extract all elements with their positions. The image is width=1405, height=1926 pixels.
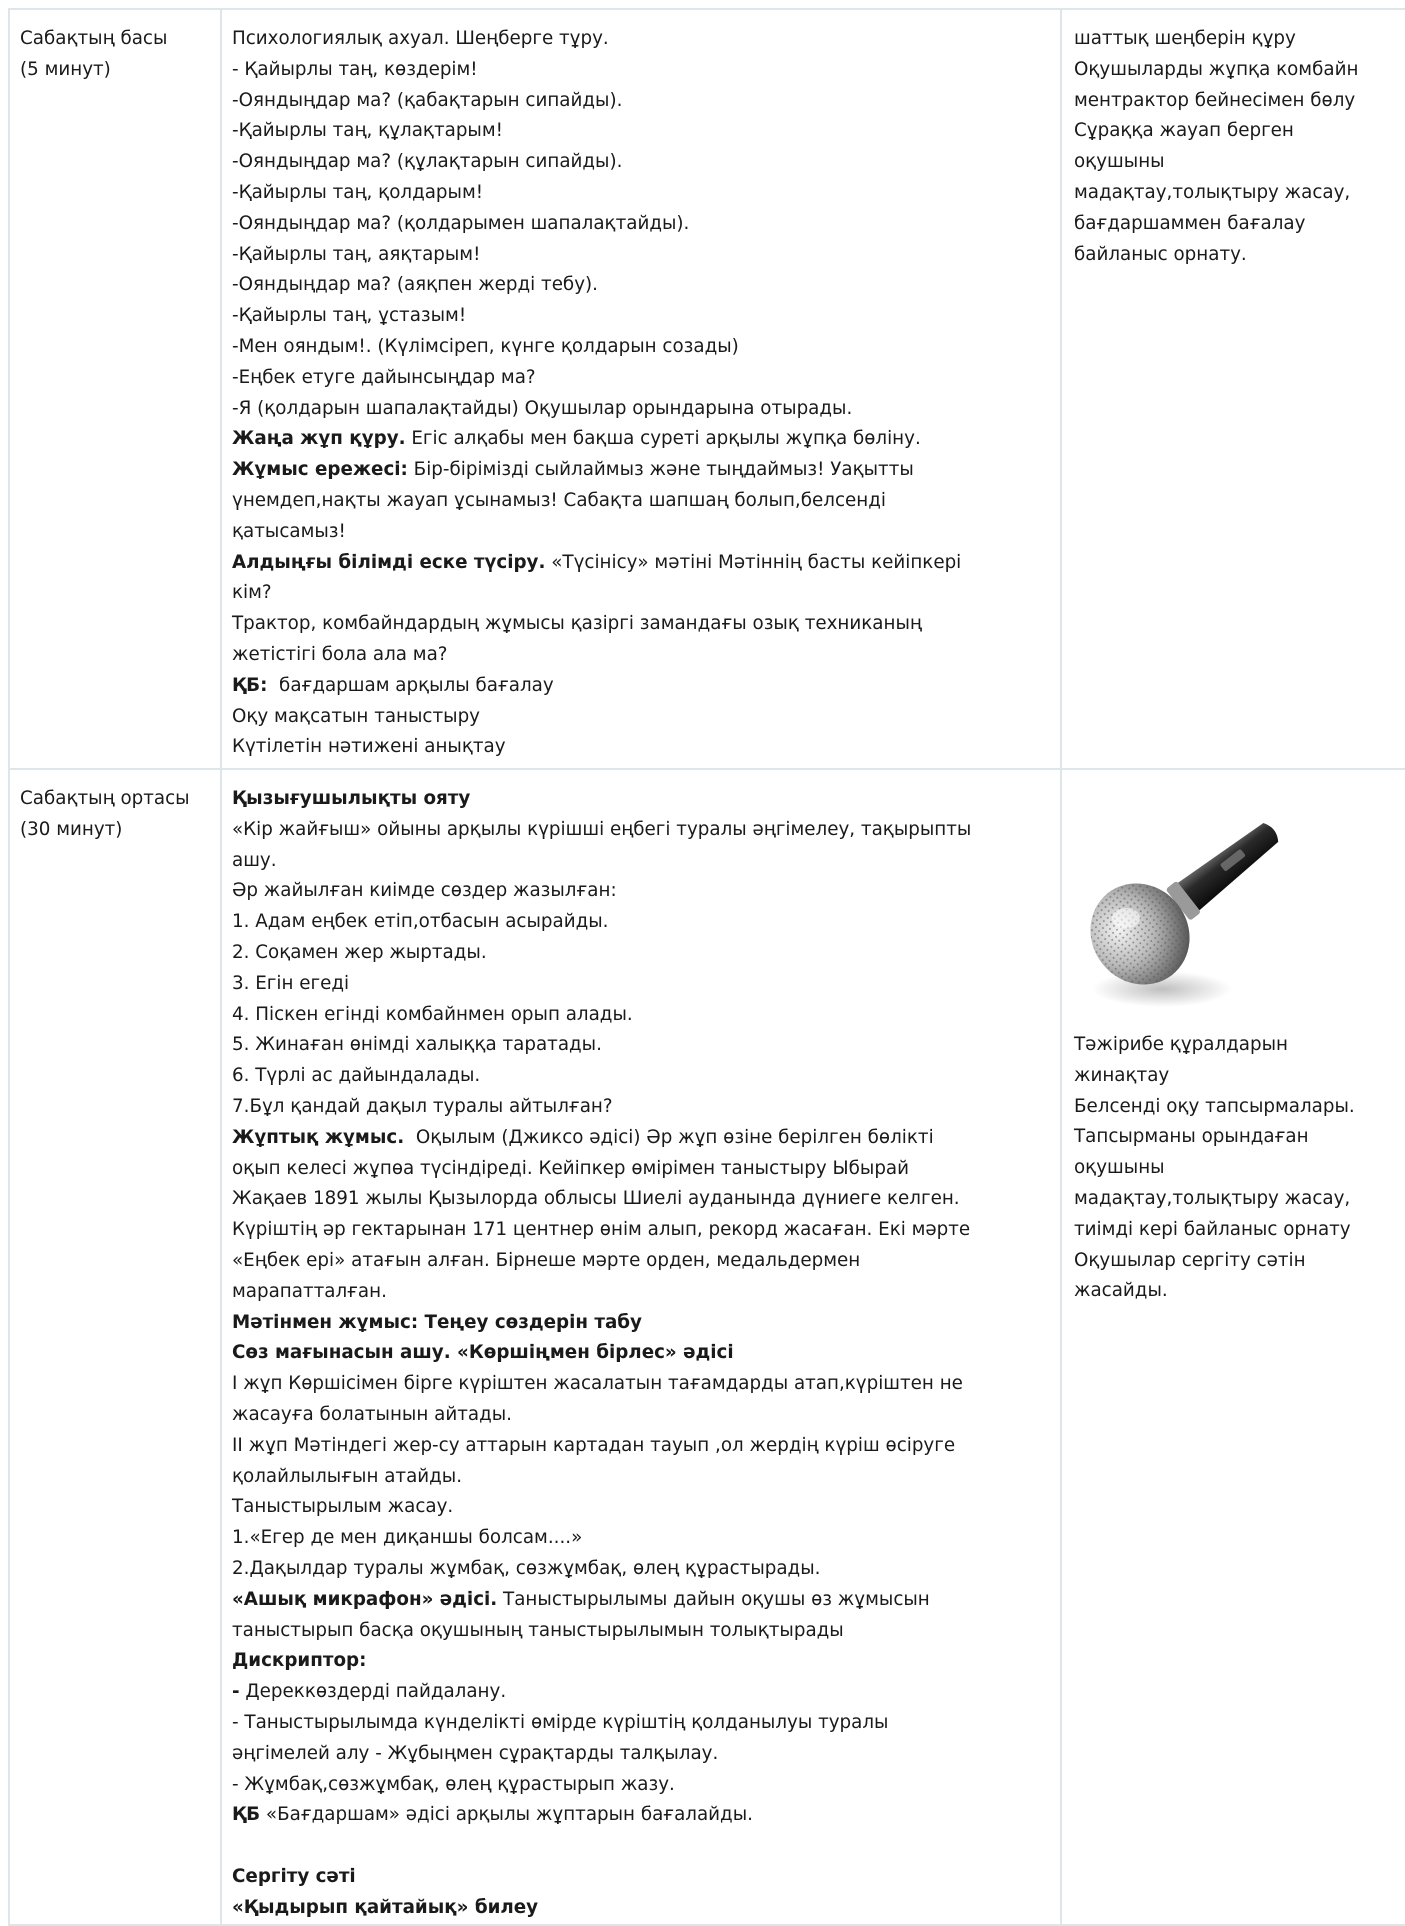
bold-label: ҚБ: [232,674,268,696]
content-line: Психологиялық ахуал. Шеңберге тұру. [232,28,609,49]
content-line: Әр жайылған киімде сөздер жазылған: [232,880,617,902]
content-cell [221,9,1061,769]
content-line: 4. Піскен егінді комбайнмен орып алады. [232,1003,633,1025]
content-line [232,1308,1060,1339]
stage-duration: (5 минут) [20,58,111,80]
line-text: Таныстырылымы дайын оқушы өз жұмысын [497,1588,930,1610]
content-line: - Қайырлы таң, көздерім! [232,58,478,80]
content-line: үнемдеп,нақты жауап ұсынамыз! Сабақта шапшаң болып,белсенді [232,489,886,511]
content-line: І жұп Көршісімен бірге күріштен жасалатын тағамдарды атап,күріштен не [232,1373,963,1395]
line-text: Егіс алқабы мен бақша суреті арқылы жұпқа бөліну. [405,428,921,450]
stage-cell [9,9,221,769]
content-line: Жақаев 1891 жылы Қызылорда облысы Шиелі ауданында дүниеге келген. [232,1188,960,1210]
stage-duration: (30 минут) [20,818,123,840]
bold-label: Алдыңғы білімді еске түсіру. [232,551,546,573]
line-text: Оқылым (Джиксо әдісі) Әр жұп өзіне берілген бөлікті [404,1126,934,1148]
content-line: 5. Жинаған өнімді халыққа таратады. [232,1034,602,1056]
resource-line: Тапсырманы орындаған [1074,1126,1309,1148]
content-line: ІІ жұп Мәтіндегі жер-су аттарын картадан тауып ,ол жердің күріш өсіруге [232,1434,956,1456]
content-line: -Қайырлы таң, аяқтарым! [232,243,481,265]
content-line: Оқу мақсатын таныстыру [232,705,480,727]
content-line [232,1585,1060,1616]
content-line: жасауға болатынын айтады. [232,1403,512,1425]
content-line [232,455,1060,486]
stage-title: Сабақтың ортасы [20,788,190,809]
content-line: -Ояндыңдар ма? (қабақтарын сипайды). [232,89,623,111]
content-line: -Қайырлы таң, құлақтарым! [232,120,503,142]
content-line: -Мен ояндым!. (Күлімсіреп, күнге қолдарын созады) [232,335,739,357]
content-line: марапатталған. [232,1280,387,1302]
bold-heading: Сергіту сәті [232,1866,356,1888]
resource-line: байланыс орнату. [1074,243,1247,265]
content-line: қатысамыз! [232,520,346,542]
content-line: 2.Дақылдар туралы жұмбақ, сөзжұмбақ, өлең құрастырады. [232,1557,821,1579]
resource-line: Белсенді оқу тапсырмалары. [1074,1095,1355,1117]
line-text: бағдаршам арқылы бағалау [267,674,554,696]
content-line [232,1862,1060,1893]
content-line: 7.Бұл қандай дақыл туралы айтылған? [232,1095,613,1117]
resources-cell [1061,9,1405,769]
line-text: Бір-бірімізді сыйлаймыз және тыңдаймыз! Уақытты [407,459,914,481]
content-line [232,671,1060,702]
content-line [232,1123,1060,1154]
content-line: Трактор, комбайндардың жұмысы қазіргі замандағы озық техниканың [232,613,922,635]
bold-label: Жұптық жұмыс. [232,1126,405,1148]
bold-heading: «Қыдырып қайтайық» билеу [232,1896,539,1918]
content-line: «Еңбек ері» атағын алған. Бірнеше мәрте орден, медальдермен [232,1249,861,1271]
content-line: -Ояндыңдар ма? (құлақтарын сипайды). [232,151,623,173]
content-line: Күріштің әр гектарынан 171 центнер өнім алып, рекорд жасаған. Екі мәрте [232,1219,971,1241]
bold-label: «Ашық микрафон» әдісі. [232,1588,498,1610]
content-line: -Қайырлы таң, қолдарым! [232,181,484,203]
content-line: 1.«Егер де мен диқаншы болсам....» [232,1527,583,1549]
bold-label: Жұмыс ережесі: [232,459,408,481]
line-text: Дереккөздерді пайдалану. [239,1681,507,1703]
content-line: - Таныстырылымда күнделікті өмірде күріштің қолданылуы туралы [232,1711,889,1733]
blank-line [232,1831,1060,1862]
content-line: оқып келесі жұпөа түсіндіреді. Кейіпкер өмірімен таныстыру Ыбырай [232,1157,910,1179]
content-line: 2. Соқамен жер жыртады. [232,941,487,963]
content-line: -Ояндыңдар ма? (қолдарымен шапалақтайды). [232,212,690,234]
content-line [232,1646,1060,1677]
content-line [232,1338,1060,1369]
content-cell [221,769,1061,1925]
content-line: «Кір жайғыш» ойыны арқылы күрішші еңбегі туралы әңгімелеу, тақырыпты [232,818,972,840]
content-line: қолайлылығын атайды. [232,1465,463,1487]
resources-cell [1061,769,1405,1925]
lesson-plan-table [8,8,1405,1926]
resource-line: бағдаршаммен бағалау [1074,212,1306,234]
stage-title: Сабақтың басы [20,28,168,49]
content-line: -Ояндыңдар ма? (аяқпен жерді тебу). [232,274,598,296]
content-line: кім? [232,582,272,604]
content-line: Күтілетін нәтижені анықтау [232,736,506,758]
resource-line: мадақтау,толықтыру жасау, [1074,181,1351,203]
table-row-lesson-middle [9,769,1405,1925]
bold-label: Жаңа жұп құру. [232,428,406,450]
content-line: -Қайырлы таң, ұстазым! [232,305,467,327]
resource-line: жинақтау [1074,1064,1170,1086]
stage-cell [9,769,221,1925]
resource-line: оқушыны [1074,1157,1165,1179]
resource-line: жасайды. [1074,1280,1168,1302]
microphone-icon [1082,784,1302,1024]
content-line: әңгімелей алу - Жұбыңмен сұрақтарды талқылау. [232,1742,719,1764]
content-line [232,548,1060,579]
content-line: -Я (қолдарын шапалақтайды) Оқушылар орындарына отырады. [232,397,853,419]
content-line: ашу. [232,849,277,871]
content-line: таныстырып басқа оқушының таныстырылымын толықтырады [232,1619,844,1641]
resource-line: тиімді кері байланыс орнату [1074,1218,1351,1240]
resource-line: мадақтау,толықтыру жасау, [1074,1187,1351,1209]
resource-line: Оқушыларды жұпқа комбайн [1074,58,1359,80]
resource-line: оқушыны [1074,151,1165,173]
resource-line: Сұраққа жауап берген [1074,120,1294,142]
content-line: жетістігі бола ала ма? [232,643,448,665]
content-line: - Жұмбақ,сөзжұмбақ, өлең құрастырып жазу. [232,1773,675,1795]
content-line: 1. Адам еңбек етіп,отбасын асырайды. [232,911,609,933]
table-row-lesson-start [9,9,1405,769]
bold-heading: Сөз мағынасын ашу. «Көршіңмен бірлес» әдісі [232,1342,734,1364]
content-line: -Еңбек етуге дайынсыңдар ма? [232,366,536,388]
line-text: «Түсінісу» мәтіні Мәтіннің басты кейіпкері [545,551,962,573]
content-line [232,1800,1060,1831]
line-text: «Бағдаршам» әдісі арқылы жұптарын бағалайды. [260,1804,753,1826]
resource-line: Оқушылар сергіту сәтін [1074,1249,1306,1271]
bold-heading: Қызығушылықты ояту [232,788,471,809]
content-line [232,424,1060,455]
content-line [232,1677,1060,1708]
content-line: 3. Егін егеді [232,972,350,994]
resource-line: шаттық шеңберін құру [1074,28,1296,49]
content-line [232,1893,1060,1924]
resource-line: Тәжірибе құралдарын [1074,1034,1288,1055]
content-line: Таныстырылым жасау. [232,1496,454,1518]
content-line: 6. Түрлі ас дайындалады. [232,1065,481,1087]
content-line [232,784,1060,815]
bold-label: ҚБ [232,1804,261,1826]
bold-heading: Мәтінмен жұмыс: Теңеу сөздерін табу [232,1311,642,1333]
resource-line: ментрактор бейнесімен бөлу [1074,89,1356,111]
bold-label: - [232,1681,240,1703]
bold-heading: Дискриптор: [232,1650,367,1672]
